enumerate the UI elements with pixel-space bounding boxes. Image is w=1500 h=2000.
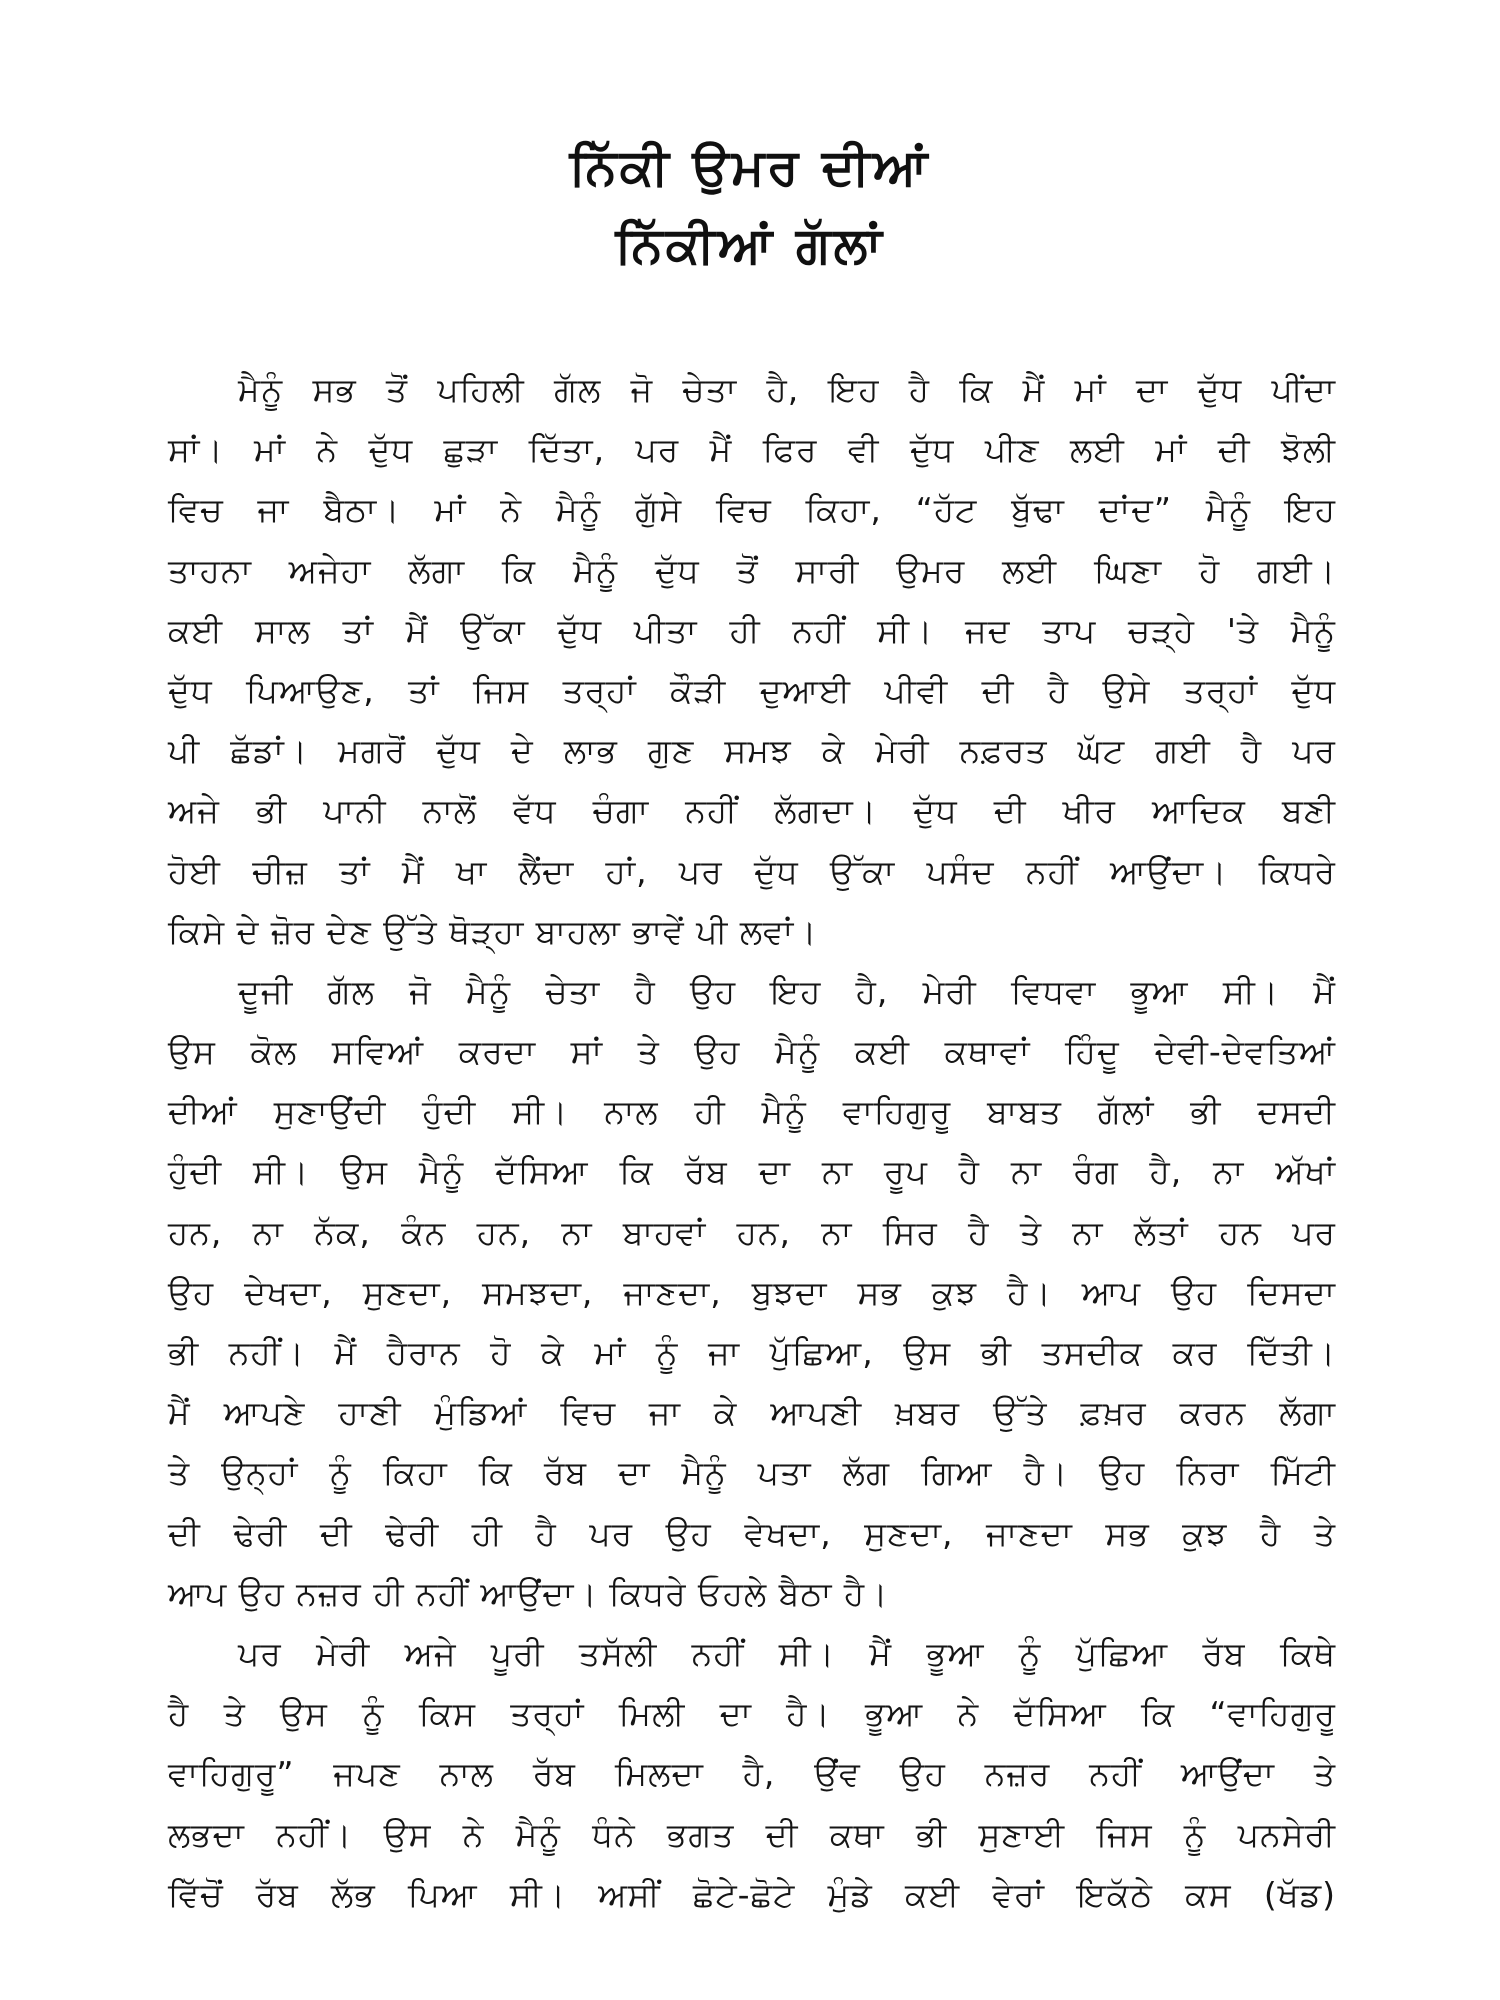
text-line: ਤੇ ਉਨ੍ਹਾਂ ਨੂੰ ਕਿਹਾ ਕਿ ਰੱਬ ਦਾ ਮੈਨੂੰ ਪਤਾ ਲੱਗ ਗਿਆ ਹੈ। ਉਹ ਨਿਰਾ ਮਿੱਟੀ [168, 1453, 1336, 1493]
chapter-title-line-2: ਨਿੱਕੀਆਂ ਗੱਲਾਂ [615, 216, 885, 274]
text-line: ਤਾਹਨਾ ਅਜੇਹਾ ਲੱਗਾ ਕਿ ਮੈਨੂੰ ਦੁੱਧ ਤੋਂ ਸਾਰੀ ਉਮਰ ਲਈ ਘਿਣਾ ਹੋ ਗਈ। [168, 550, 1336, 590]
text-line: ਦੀਆਂ ਸੁਣਾਉਂਦੀ ਹੁੰਦੀ ਸੀ। ਨਾਲ ਹੀ ਮੈਨੂੰ ਵਾਹਿਗੁਰੂ ਬਾਬਤ ਗੱਲਾਂ ਭੀ ਦਸਦੀ [168, 1092, 1336, 1132]
text-line: ਪਰ ਮੇਰੀ ਅਜੇ ਪੂਰੀ ਤਸੱਲੀ ਨਹੀਂ ਸੀ। ਮੈਂ ਭੂਆ ਨੂੰ ਪੁੱਛਿਆ ਰੱਬ ਕਿਥੇ [238, 1633, 1336, 1673]
text-line: ਪੀ ਛੱਡਾਂ। ਮਗਰੋਂ ਦੁੱਧ ਦੇ ਲਾਭ ਗੁਣ ਸਮਝ ਕੇ ਮੇਰੀ ਨਫ਼ਰਤ ਘੱਟ ਗਈ ਹੈ ਪਰ [168, 731, 1336, 771]
text-line: ਸਾਂ। ਮਾਂ ਨੇ ਦੁੱਧ ਛੁੜਾ ਦਿੱਤਾ, ਪਰ ਮੈਂ ਫਿਰ ਵੀ ਦੁੱਧ ਪੀਣ ਲਈ ਮਾਂ ਦੀ ਝੋਲੀ [168, 430, 1336, 470]
body-text [168, 360, 1336, 1925]
text-line: ਹੈ ਤੇ ਉਸ ਨੂੰ ਕਿਸ ਤਰ੍ਹਾਂ ਮਿਲੀ ਦਾ ਹੈ। ਭੂਆ ਨੇ ਦੱਸਿਆ ਕਿ “ਵਾਹਿਗੁਰੂ [168, 1694, 1336, 1734]
text-line: ਹੋਈ ਚੀਜ਼ ਤਾਂ ਮੈਂ ਖਾ ਲੈਂਦਾ ਹਾਂ, ਪਰ ਦੁੱਧ ਉੱਕਾ ਪਸੰਦ ਨਹੀਂ ਆਉਂਦਾ। ਕਿਧਰੇ [168, 851, 1336, 891]
chapter-title [0, 128, 1500, 284]
text-line: ਲਭਦਾ ਨਹੀਂ। ਉਸ ਨੇ ਮੈਨੂੰ ਧੰਨੇ ਭਗਤ ਦੀ ਕਥਾ ਭੀ ਸੁਣਾਈ ਜਿਸ ਨੂੰ ਪਨਸੇਰੀ [168, 1814, 1336, 1854]
text-line: ਮੈਂ ਆਪਣੇ ਹਾਣੀ ਮੁੰਡਿਆਂ ਵਿਚ ਜਾ ਕੇ ਆਪਣੀ ਖ਼ਬਰ ਉੱਤੇ ਫ਼ਖ਼ਰ ਕਰਨ ਲੱਗਾ [168, 1393, 1336, 1433]
text-line: ਹੁੰਦੀ ਸੀ। ਉਸ ਮੈਨੂੰ ਦੱਸਿਆ ਕਿ ਰੱਬ ਦਾ ਨਾ ਰੂਪ ਹੈ ਨਾ ਰੰਗ ਹੈ, ਨਾ ਅੱਖਾਂ [168, 1152, 1336, 1192]
text-line: ਕਈ ਸਾਲ ਤਾਂ ਮੈਂ ਉੱਕਾ ਦੁੱਧ ਪੀਤਾ ਹੀ ਨਹੀਂ ਸੀ। ਜਦ ਤਾਪ ਚੜ੍ਹੇ 'ਤੇ ਮੈਨੂੰ [168, 610, 1336, 650]
text-line: ਆਪ ਉਹ ਨਜ਼ਰ ਹੀ ਨਹੀਂ ਆਉਂਦਾ। ਕਿਧਰੇ ਓਹਲੇ ਬੈਠਾ ਹੈ। [168, 1573, 889, 1613]
text-line: ਵਿੱਚੋਂ ਰੱਬ ਲੱਭ ਪਿਆ ਸੀ। ਅਸੀਂ ਛੋਟੇ-ਛੋਟੇ ਮੁੰਡੇ ਕਈ ਵੇਰਾਂ ਇਕੱਠੇ ਕਸ (ਖੱਡ) [168, 1874, 1336, 1914]
text-line: ਉਸ ਕੋਲ ਸਵਿਆਂ ਕਰਦਾ ਸਾਂ ਤੇ ਉਹ ਮੈਨੂੰ ਕਈ ਕਥਾਵਾਂ ਹਿੰਦੂ ਦੇਵੀ-ਦੇਵਤਿਆਂ [168, 1032, 1336, 1072]
text-line: ਦੁੱਧ ਪਿਆਉਣ, ਤਾਂ ਜਿਸ ਤਰ੍ਹਾਂ ਕੌੜੀ ਦੁਆਈ ਪੀਵੀ ਦੀ ਹੈ ਉਸੇ ਤਰ੍ਹਾਂ ਦੁੱਧ [168, 670, 1336, 710]
text-line: ਦੂਜੀ ਗੱਲ ਜੋ ਮੈਨੂੰ ਚੇਤਾ ਹੈ ਉਹ ਇਹ ਹੈ, ਮੇਰੀ ਵਿਧਵਾ ਭੂਆ ਸੀ। ਮੈਂ [238, 971, 1336, 1011]
text-line: ਅਜੇ ਭੀ ਪਾਨੀ ਨਾਲੋਂ ਵੱਧ ਚੰਗਾ ਨਹੀਂ ਲੱਗਦਾ। ਦੁੱਧ ਦੀ ਖੀਰ ਆਦਿਕ ਬਣੀ [168, 791, 1336, 831]
text-line: ਕਿਸੇ ਦੇ ਜ਼ੋਰ ਦੇਣ ਉੱਤੇ ਥੋੜ੍ਹਾ ਬਾਹਲਾ ਭਾਵੇਂ ਪੀ ਲਵਾਂ। [168, 911, 818, 951]
chapter-title-line-1: ਨਿੱਕੀ ਉਮਰ ਦੀਆਂ [569, 138, 931, 196]
text-line: ਭੀ ਨਹੀਂ। ਮੈਂ ਹੈਰਾਨ ਹੋ ਕੇ ਮਾਂ ਨੂੰ ਜਾ ਪੁੱਛਿਆ, ਉਸ ਭੀ ਤਸਦੀਕ ਕਰ ਦਿੱਤੀ। [168, 1333, 1336, 1372]
text-line: ਉਹ ਦੇਖਦਾ, ਸੁਣਦਾ, ਸਮਝਦਾ, ਜਾਣਦਾ, ਬੁਝਦਾ ਸਭ ਕੁਝ ਹੈ। ਆਪ ਉਹ ਦਿਸਦਾ [168, 1272, 1336, 1312]
text-line: ਵਿਚ ਜਾ ਬੈਠਾ। ਮਾਂ ਨੇ ਮੈਨੂੰ ਗੁੱਸੇ ਵਿਚ ਕਿਹਾ, “ਹੱਟ ਬੁੱਢਾ ਦਾਂਦ” ਮੈਨੂੰ ਇਹ [168, 490, 1336, 530]
text-line: ਮੈਨੂੰ ਸਭ ਤੋਂ ਪਹਿਲੀ ਗੱਲ ਜੋ ਚੇਤਾ ਹੈ, ਇਹ ਹੈ ਕਿ ਮੈਂ ਮਾਂ ਦਾ ਦੁੱਧ ਪੀਂਦਾ [238, 370, 1336, 409]
text-line: ਵਾਹਿਗੁਰੂ” ਜਪਣ ਨਾਲ ਰੱਬ ਮਿਲਦਾ ਹੈ, ਉਂਵ ਉਹ ਨਜ਼ਰ ਨਹੀਂ ਆਉਂਦਾ ਤੇ [168, 1754, 1336, 1794]
text-line: ਹਨ, ਨਾ ਨੱਕ, ਕੰਨ ਹਨ, ਨਾ ਬਾਹਵਾਂ ਹਨ, ਨਾ ਸਿਰ ਹੈ ਤੇ ਨਾ ਲੱਤਾਂ ਹਨ ਪਰ [168, 1212, 1336, 1252]
text-line: ਦੀ ਢੇਰੀ ਦੀ ਢੇਰੀ ਹੀ ਹੈ ਪਰ ਉਹ ਵੇਖਦਾ, ਸੁਣਦਾ, ਜਾਣਦਾ ਸਭ ਕੁਝ ਹੈ ਤੇ [168, 1513, 1336, 1553]
